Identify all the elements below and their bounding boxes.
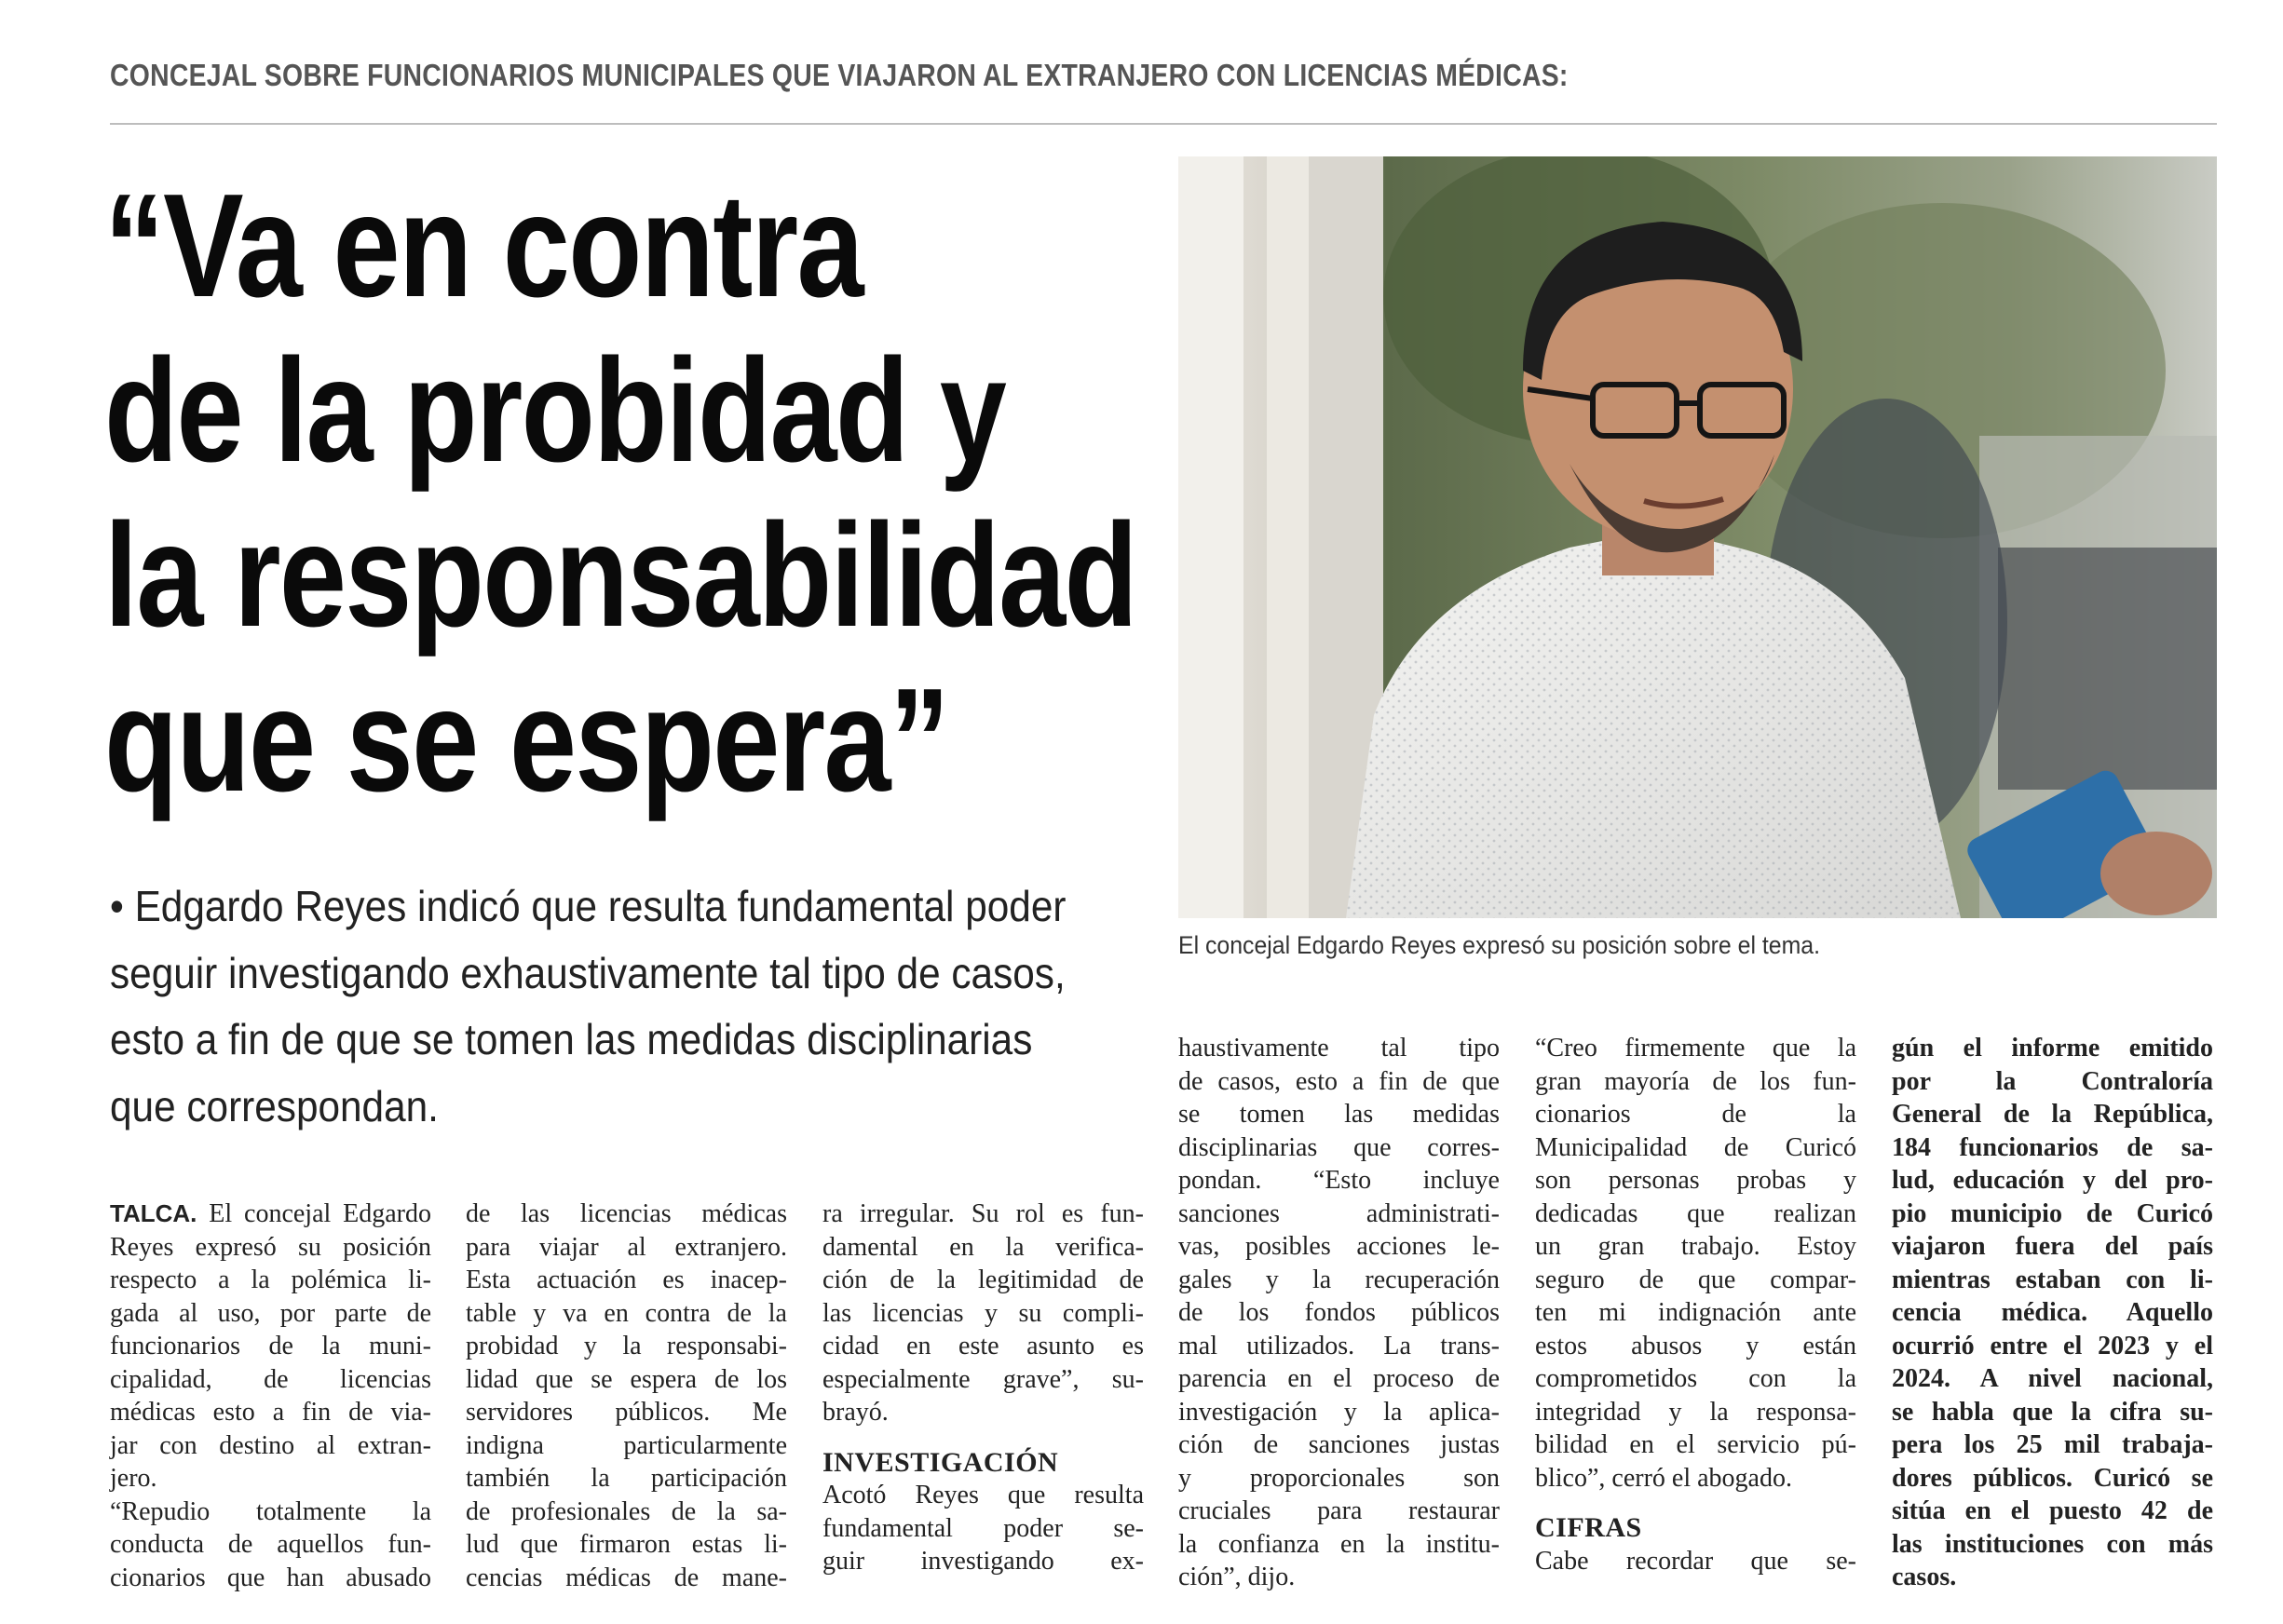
text-line: lud que firmaron estas li- xyxy=(466,1530,787,1559)
column-5 xyxy=(1535,1032,1856,1577)
text-line: El concejal Edgardo xyxy=(209,1199,432,1228)
text-line: se habla que la cifra su- xyxy=(1892,1397,2213,1427)
column-3 xyxy=(822,1198,1144,1578)
lead-summary xyxy=(110,873,1067,1140)
text-line: ocurrió entre el 2023 y el xyxy=(1892,1331,2213,1360)
text-line: “Repudio totalmente la xyxy=(110,1496,431,1526)
text-line: integridad y la responsa- xyxy=(1535,1397,1856,1427)
text-line: seguro de que compar- xyxy=(1535,1265,1856,1294)
text-line: ción”, dijo. xyxy=(1178,1563,1296,1591)
text-line: casos. xyxy=(1892,1563,1957,1591)
photo-caption: El concejal Edgardo Reyes expresó su posición sobre el tema. xyxy=(1178,931,1821,959)
lead-line: • Edgardo Reyes indicó que resulta fundamental poder xyxy=(110,882,1067,930)
text-line: un gran trabajo. Estoy xyxy=(1535,1232,1856,1261)
headline xyxy=(104,164,1137,823)
text-line: Esta actuación es inacep- xyxy=(466,1265,787,1294)
text-line: de las licencias médicas xyxy=(466,1199,787,1228)
text-line: jero. xyxy=(110,1464,157,1493)
text-line: table y va en contra de la xyxy=(466,1298,787,1328)
text-line: cionarios de la xyxy=(1535,1100,1856,1129)
text-line: cipalidad, de licencias xyxy=(110,1364,431,1394)
text-line: parencia en el proceso de xyxy=(1178,1364,1500,1393)
text-line: respecto a la polémica li- xyxy=(110,1265,431,1294)
text-line: y proporcionales son xyxy=(1178,1463,1500,1493)
text-line: de los fondos públicos xyxy=(1178,1298,1500,1327)
text-line: la confianza en la institu- xyxy=(1178,1529,1500,1559)
text-line: pera los 25 mil trabaja- xyxy=(1892,1430,2213,1459)
text-line: especialmente grave”, su- xyxy=(822,1364,1144,1394)
text-line: médicas esto a fin de via- xyxy=(110,1398,431,1427)
text-line: funcionarios de la muni- xyxy=(110,1332,431,1360)
text-line: también la participación xyxy=(466,1464,787,1493)
text-line: las licencias y su compli- xyxy=(822,1298,1144,1328)
headline-line: la responsabilidad xyxy=(104,494,1137,657)
text-line: vas, posibles acciones le- xyxy=(1178,1232,1500,1261)
text-line: indigna particularmente xyxy=(466,1430,787,1460)
text-line: cidad en este asunto es xyxy=(822,1332,1144,1360)
text-line: mientras estaban con li- xyxy=(1892,1265,2213,1294)
text-line: 2024. A nivel nacional, xyxy=(1892,1364,2213,1393)
text-line: bilidad en el servicio pú- xyxy=(1535,1430,1856,1459)
text-line: viajaron fuera del país xyxy=(1892,1232,2213,1261)
text-line: por la Contraloría xyxy=(1892,1066,2213,1096)
text-line: 184 funcionarios de sa- xyxy=(1892,1132,2213,1162)
text-line: fundamental poder se- xyxy=(822,1513,1144,1543)
lead-line: esto a fin de que se tomen las medidas disciplinarias xyxy=(110,1015,1033,1063)
text-line: de profesionales de la sa- xyxy=(466,1496,787,1526)
text-line: jar con destino al extran- xyxy=(110,1430,431,1460)
text-line: sitúa en el puesto 42 de xyxy=(1892,1496,2213,1525)
text-line: Reyes expresó su posición xyxy=(110,1232,431,1262)
text-line: General de la República, xyxy=(1892,1100,2213,1129)
photo-illustration xyxy=(1178,156,2217,918)
kicker: CONCEJAL SOBRE FUNCIONARIOS MUNICIPALES QUE VIAJARON AL EXTRANJERO CON LICENCIAS MÉDICAS: xyxy=(110,58,1569,92)
text-line: de casos, esto a fin de que xyxy=(1178,1066,1500,1096)
subhead-investigacion: INVESTIGACIÓN xyxy=(822,1446,1059,1478)
text-line: pio municipio de Curicó xyxy=(1892,1198,2213,1228)
headline-line: que se espera” xyxy=(104,658,949,822)
text-line: para viajar al extranjero. xyxy=(466,1232,787,1262)
text-line: “Creo firmemente que la xyxy=(1535,1034,1856,1062)
text-line: comprometidos con la xyxy=(1535,1364,1856,1393)
column-6 xyxy=(1892,1032,2213,1594)
text-line: haustivamente tal tipo xyxy=(1178,1034,1500,1062)
text-line: damental en la verifica- xyxy=(822,1232,1144,1262)
text-line: lidad que se espera de los xyxy=(466,1364,787,1394)
text-line: dores públicos. Curicó se xyxy=(1892,1463,2213,1493)
lead-line: que correspondan. xyxy=(110,1081,439,1130)
headline-line: “Va en contra xyxy=(104,164,863,328)
text-line: estos abusos y están xyxy=(1535,1331,1856,1360)
lead-line: seguir investigando exhaustivamente tal tipo de casos, xyxy=(110,948,1066,997)
headline-line: de la probidad y xyxy=(104,329,1006,493)
text-line: Cabe recordar que se- xyxy=(1535,1546,1856,1576)
text-line: Acotó Reyes que resulta xyxy=(822,1481,1144,1509)
text-line: gales y la recuperación xyxy=(1178,1265,1500,1294)
text-line: dedicadas que realizan xyxy=(1535,1198,1856,1228)
text-line: probidad y la responsabi- xyxy=(466,1332,787,1360)
text-line: ra irregular. Su rol es fun- xyxy=(822,1199,1144,1228)
text-line: gún el informe emitido xyxy=(1892,1034,2213,1062)
text-line: cruciales para restaurar xyxy=(1178,1496,1500,1525)
text-line: gada al uso, por parte de xyxy=(110,1298,431,1328)
text-line: cionarios que han abusado xyxy=(110,1563,431,1592)
column-4 xyxy=(1178,1032,1500,1594)
text-line: ción de sanciones justas xyxy=(1178,1430,1500,1459)
text-line: las instituciones con más xyxy=(1892,1529,2213,1559)
text-line: Municipalidad de Curicó xyxy=(1535,1132,1856,1162)
text-line: gran mayoría de los fun- xyxy=(1535,1066,1856,1096)
text-line: brayó. xyxy=(822,1398,889,1427)
article-photo xyxy=(1178,156,2217,918)
text-line: servidores públicos. Me xyxy=(466,1398,787,1427)
text-line: disciplinarias que corres- xyxy=(1178,1132,1500,1162)
text-line: guir investigando ex- xyxy=(822,1547,1144,1576)
text-line xyxy=(110,1198,431,1231)
text-line: ten mi indignación ante xyxy=(1535,1298,1856,1327)
text-line: cencias médicas de mane- xyxy=(466,1563,787,1592)
text-line: investigación y la aplica- xyxy=(1178,1397,1500,1427)
text-line: sanciones administrati- xyxy=(1178,1198,1500,1228)
text-line: son personas probas y xyxy=(1535,1166,1856,1195)
text-line: conducta de aquellos fun- xyxy=(110,1530,431,1559)
column-1 xyxy=(110,1198,431,1594)
kicker-rule xyxy=(110,123,2217,125)
text-line: mal utilizados. La trans- xyxy=(1178,1331,1500,1360)
text-line: pondan. “Esto incluye xyxy=(1178,1166,1500,1195)
text-line: ción de la legitimidad de xyxy=(822,1265,1144,1294)
text-line: blico”, cerró el abogado. xyxy=(1535,1463,1792,1493)
text-line: se tomen las medidas xyxy=(1178,1100,1500,1129)
text-line: cencia médica. Aquello xyxy=(1892,1298,2213,1327)
subhead-cifras: CIFRAS xyxy=(1535,1512,1642,1543)
dateline: TALCA. xyxy=(110,1199,197,1227)
column-2 xyxy=(466,1198,787,1594)
text-line: lud, educación y del pro- xyxy=(1892,1166,2213,1195)
